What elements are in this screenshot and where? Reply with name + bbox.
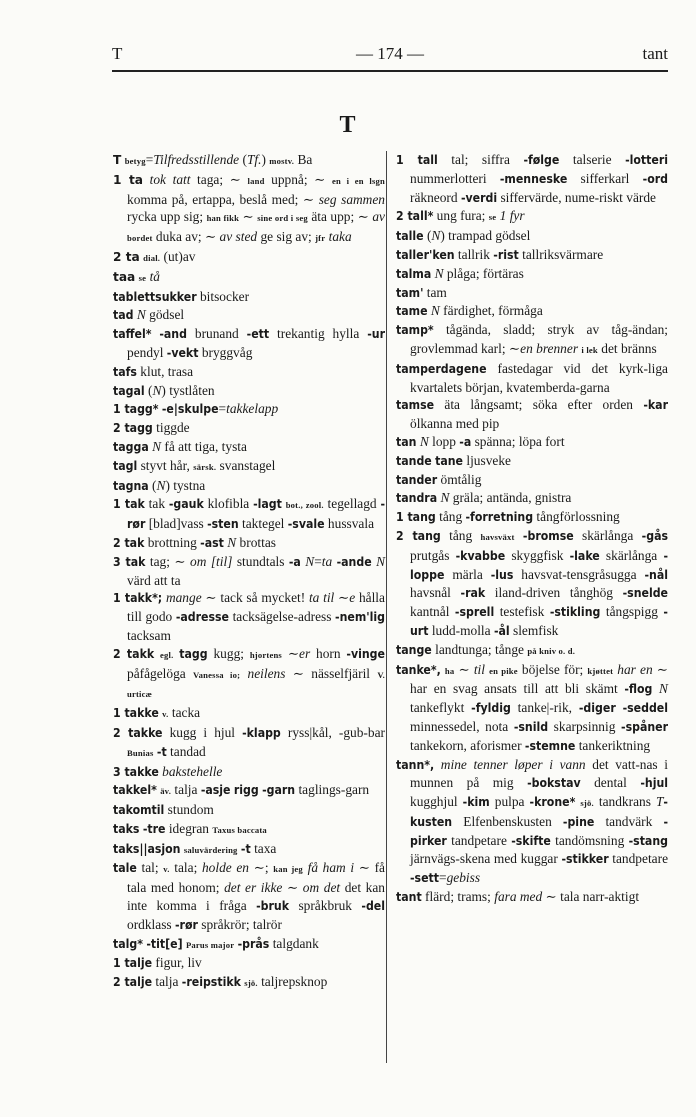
dictionary-entry: 2 takk egl. tagg kugg; hjortens ∼er horn -vinge påfågelöga Vanessa io; neilens ∼ nässelfjäril V. urticæ xyxy=(113,645,385,700)
dictionary-entry: 1 ta tok tatt taga; ∼ land uppnå; ∼ en i en lsgn komma på, ertappa, beslå med; ∼ seg sammen rycka upp sig; han fikk ∼ sine ord i seg äta upp; ∼ av bordet duka av; ∼ av sted ge sig av; jfr taka xyxy=(113,171,385,245)
dictionary-entry: tant flärd; trams; fara med ∼ tala narr-aktigt xyxy=(396,889,640,905)
dictionary-entry: 2 takke kugg i hjul -klapp ryss|kål, -gub-bar Bunias -t tandad xyxy=(113,724,385,759)
dictionary-entry: tad N gödsel xyxy=(113,307,185,323)
dictionary-entry: taks||asjon saluvärdering -t taxa xyxy=(113,840,277,856)
dictionary-entry: tange landtunga; tånge på kniv o. d. xyxy=(396,641,576,657)
dictionary-entry: talg* -tit[e] Parus major -prås talgdank xyxy=(113,935,319,951)
dictionary-entry: tamse äta långsamt; söka efter orden -kar ölkanna med pip xyxy=(396,397,668,432)
dictionary-entry: 1 tak tak -gauk klofibla -lagt bot., zool. tegellagd -rør [blad]vass -sten taktegel -svale hussvala xyxy=(113,496,386,532)
page-number: — 174 — xyxy=(356,44,424,63)
dictionary-entry: taller'ken tallrik -rist tallriksvärmare xyxy=(396,246,604,262)
dictionary-entry: 3 tak tag; ∼ om [til] stundtals -a N=ta -ande N värd att ta xyxy=(113,553,385,588)
dictionary-entry: 1 tagg* -e|skulpe=takkelapp xyxy=(113,401,279,417)
dictionary-entry: tamperdagene fastedagar vid det kyrk-liga kvartalets början, kvatemberda-garna xyxy=(396,360,668,395)
right-column xyxy=(396,151,668,907)
dictionary-entry: 1 takk*; mange ∼ tack så mycket! ta til ∼e hålla till godo -adresse tacksägelse-adress -nem'lig tacksam xyxy=(113,590,385,643)
dictionary-entry: tandra N gräla; antända, gnistra xyxy=(396,490,572,506)
dictionary-entry: tale tal; v. tala; holde en ∼; kan jeg få ham i ∼ få tala med honom; det er ikke ∼ om det det kan inte komma i fråga -bruk språkbruk -del ordklass -rør språkrör; talrör xyxy=(113,860,386,932)
dictionary-entry: T betyg=Tilfredsstillende (Tf.) mostv. Ba xyxy=(113,152,313,167)
left-guide-word: T xyxy=(112,44,123,63)
dictionary-entry: 2 tak brottning -ast N brottas xyxy=(113,534,276,550)
dictionary-entry: 2 tall* ung fura; se 1 fyr xyxy=(396,208,525,224)
dictionary-entry: tagga N få att tiga, tysta xyxy=(113,438,247,454)
dictionary-entry: tafs klut, trasa xyxy=(113,363,194,379)
dictionary-entry: taks -tre idegran Taxus baccata xyxy=(113,820,267,836)
dictionary-entry: tablettsukker bitsocker xyxy=(113,288,250,304)
dictionary-entry: taa se tå xyxy=(113,268,160,284)
dictionary-entry: tam' tam xyxy=(396,284,447,300)
dictionary-entry: 2 ta dial. (ut)av xyxy=(113,248,196,264)
dictionary-entry: tande tane ljusveke xyxy=(396,452,511,468)
section-letter: T xyxy=(339,112,357,138)
dictionary-entry: 1 tall tal; siffra -følge talserie -lotteri nummerlotteri -menneske sifferkarl -ord räkneord -verdi siffervärde, nume-riskt värde xyxy=(396,152,668,205)
dictionary-entry: tander ömtålig xyxy=(396,471,482,487)
dictionary-entry: taffel* -and brunand -ett trekantig hylla -ur pendyl -vekt bryggvåg xyxy=(113,326,385,360)
dictionary-entry: tame N färdighet, förmåga xyxy=(396,303,543,319)
right-guide-word: tant xyxy=(642,44,668,63)
dictionary-entry: 2 talje talja -reipstikk sjö. taljrepsknop xyxy=(113,974,328,990)
header-rule xyxy=(112,70,668,72)
dictionary-entry: 1 tang tång -forretning tångförlossning xyxy=(396,509,620,525)
dictionary-entry: tagal (N) tystlåten xyxy=(113,382,215,398)
dictionary-entry: takomtil stundom xyxy=(113,802,214,818)
dictionary-entry: 1 talje figur, liv xyxy=(113,955,202,971)
dictionary-entry: 2 tagg tiggde xyxy=(113,420,190,436)
dictionary-entry: tann*, mine tenner løper i vann det vatt-nas i munnen på mig -bokstav dental -hjul kugghjul -kim pulpa -krone* sjö. tandkrans T-kusten Elfenbenskusten -pine tandvärk -pirker tandpetare -skifte tandömsning -stang järnvägs-skena med kuggar -stikker tandpetare -sett=gebiss xyxy=(396,756,669,886)
dictionary-entry: 3 takke bakstehelle xyxy=(113,763,223,779)
dictionary-entry: 2 tang tång havsväxt -bromse skärlånga -gås prutgås -kvabbe skyggfisk -lake skärlånga -loppe märla -lus havsvat-tensgråsugga -nål havsnål -rak iland-driven tånghög -snelde kantnål -sprell testefisk -stikling tångspigg -urt ludd-molla -ål slemfisk xyxy=(396,527,668,638)
page-header xyxy=(112,44,668,70)
dictionary-entry: tamp* tågända, sladd; stryk av tåg-ändan; grovlemmad karl; ∼en brenner i lek det bränns xyxy=(396,322,668,356)
dictionary-entry: talma N plåga; förtäras xyxy=(396,265,524,281)
dictionary-entry: tagna (N) tystna xyxy=(113,477,206,493)
dictionary-entry: tanke*, ha ∼ til en pike böjelse för; kjøttet har en ∼ har en svag ansats till att bli skämt -flog N tankeflykt -fyldig tanke|-rik, -diger -seddel minnessedel, nota -snild skarpsinnig -spåner tankekorn, aforismer -stemne tankeriktning xyxy=(396,661,668,753)
dictionary-entry: tagl styvt hår, särsk. svanstagel xyxy=(113,457,276,473)
dictionary-entry: takkel* äv. talja -asje rigg -garn taglings-garn xyxy=(113,782,370,798)
dictionary-entry: tan N lopp -a spänna; löpa fort xyxy=(396,433,565,449)
dictionary-entry: talle (N) trampad gödsel xyxy=(396,228,531,244)
column-divider xyxy=(386,151,387,1063)
dictionary-entry: 1 takke v. tacka xyxy=(113,705,201,721)
left-column xyxy=(113,151,385,993)
